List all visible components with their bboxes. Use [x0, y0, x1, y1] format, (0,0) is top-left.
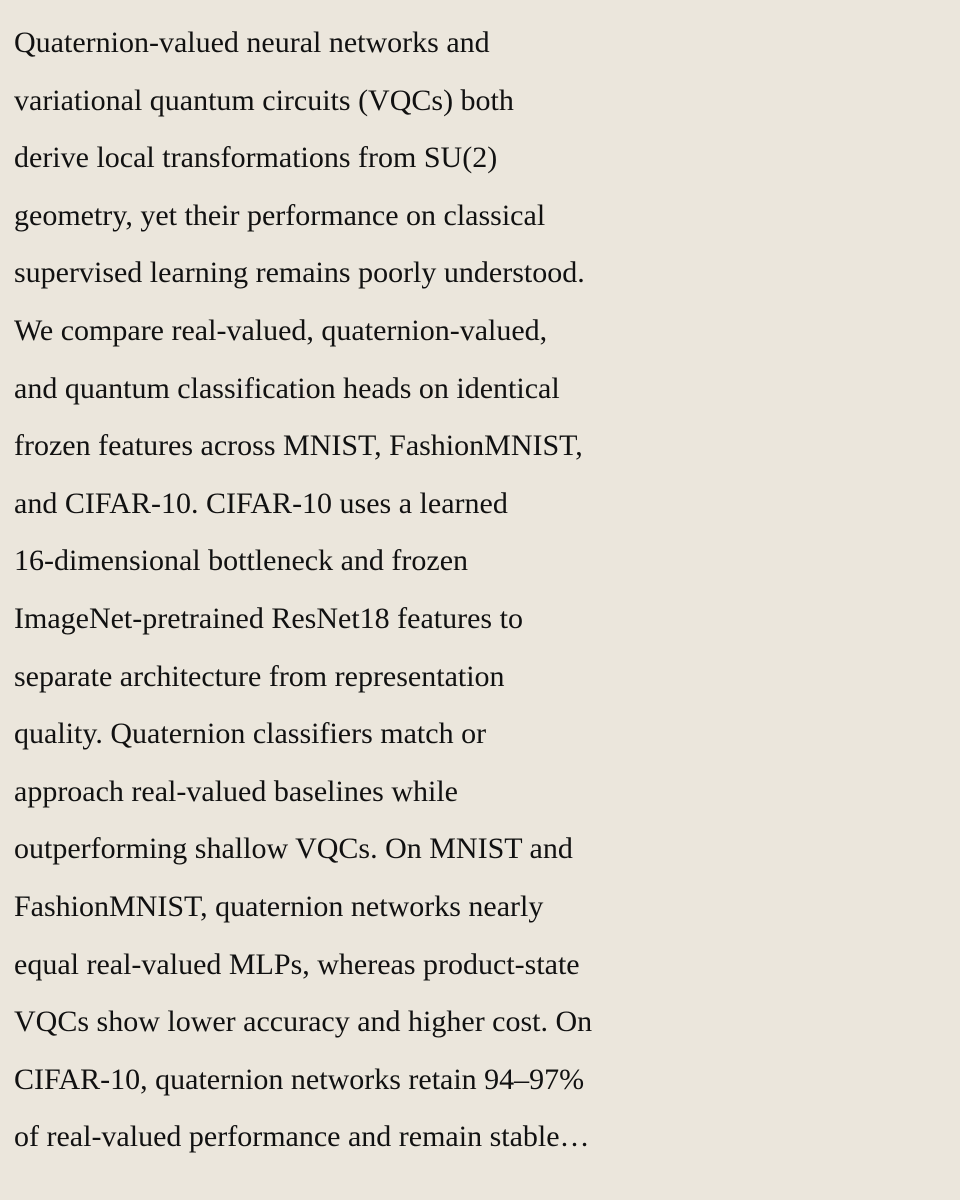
abstract-line: FashionMNIST, quaternion networks nearly	[14, 889, 544, 923]
abstract-line: and quantum classification heads on identical	[14, 371, 560, 405]
abstract-line: geometry, yet their performance on classical	[14, 198, 546, 232]
abstract-line: separate architecture from representation	[14, 659, 505, 693]
abstract-line: CIFAR-10, quaternion networks retain 94–97%	[14, 1062, 585, 1096]
abstract-line: 16-dimensional bottleneck and frozen	[14, 544, 469, 578]
abstract-line: supervised learning remains poorly understood.	[14, 256, 585, 290]
abstract-line: derive local transformations from SU(2)	[14, 141, 498, 175]
abstract-line: approach real-valued baselines while	[14, 774, 458, 808]
abstract-line: Quaternion-valued neural networks and	[14, 26, 490, 59]
abstract-line: We compare real-valued, quaternion-valued,	[14, 313, 548, 347]
abstract-line: variational quantum circuits (VQCs) both	[14, 83, 514, 117]
abstract-line: ImageNet-pretrained ResNet18 features to	[14, 601, 523, 635]
abstract-line: outperforming shallow VQCs. On MNIST and	[14, 832, 573, 866]
abstract-line: frozen features across MNIST, FashionMNIST,	[14, 429, 583, 463]
abstract-line: quality. Quaternion classifiers match or	[14, 717, 487, 751]
abstract-line: VQCs show lower accuracy and higher cost. On	[14, 1005, 593, 1039]
abstract-line: of real-valued performance and remain stable…	[14, 1120, 590, 1154]
abstract-line: and CIFAR-10. CIFAR-10 uses a learned	[14, 486, 508, 520]
abstract-line: equal real-valued MLPs, whereas product-state	[14, 947, 580, 981]
abstract-paragraph	[14, 14, 954, 1166]
